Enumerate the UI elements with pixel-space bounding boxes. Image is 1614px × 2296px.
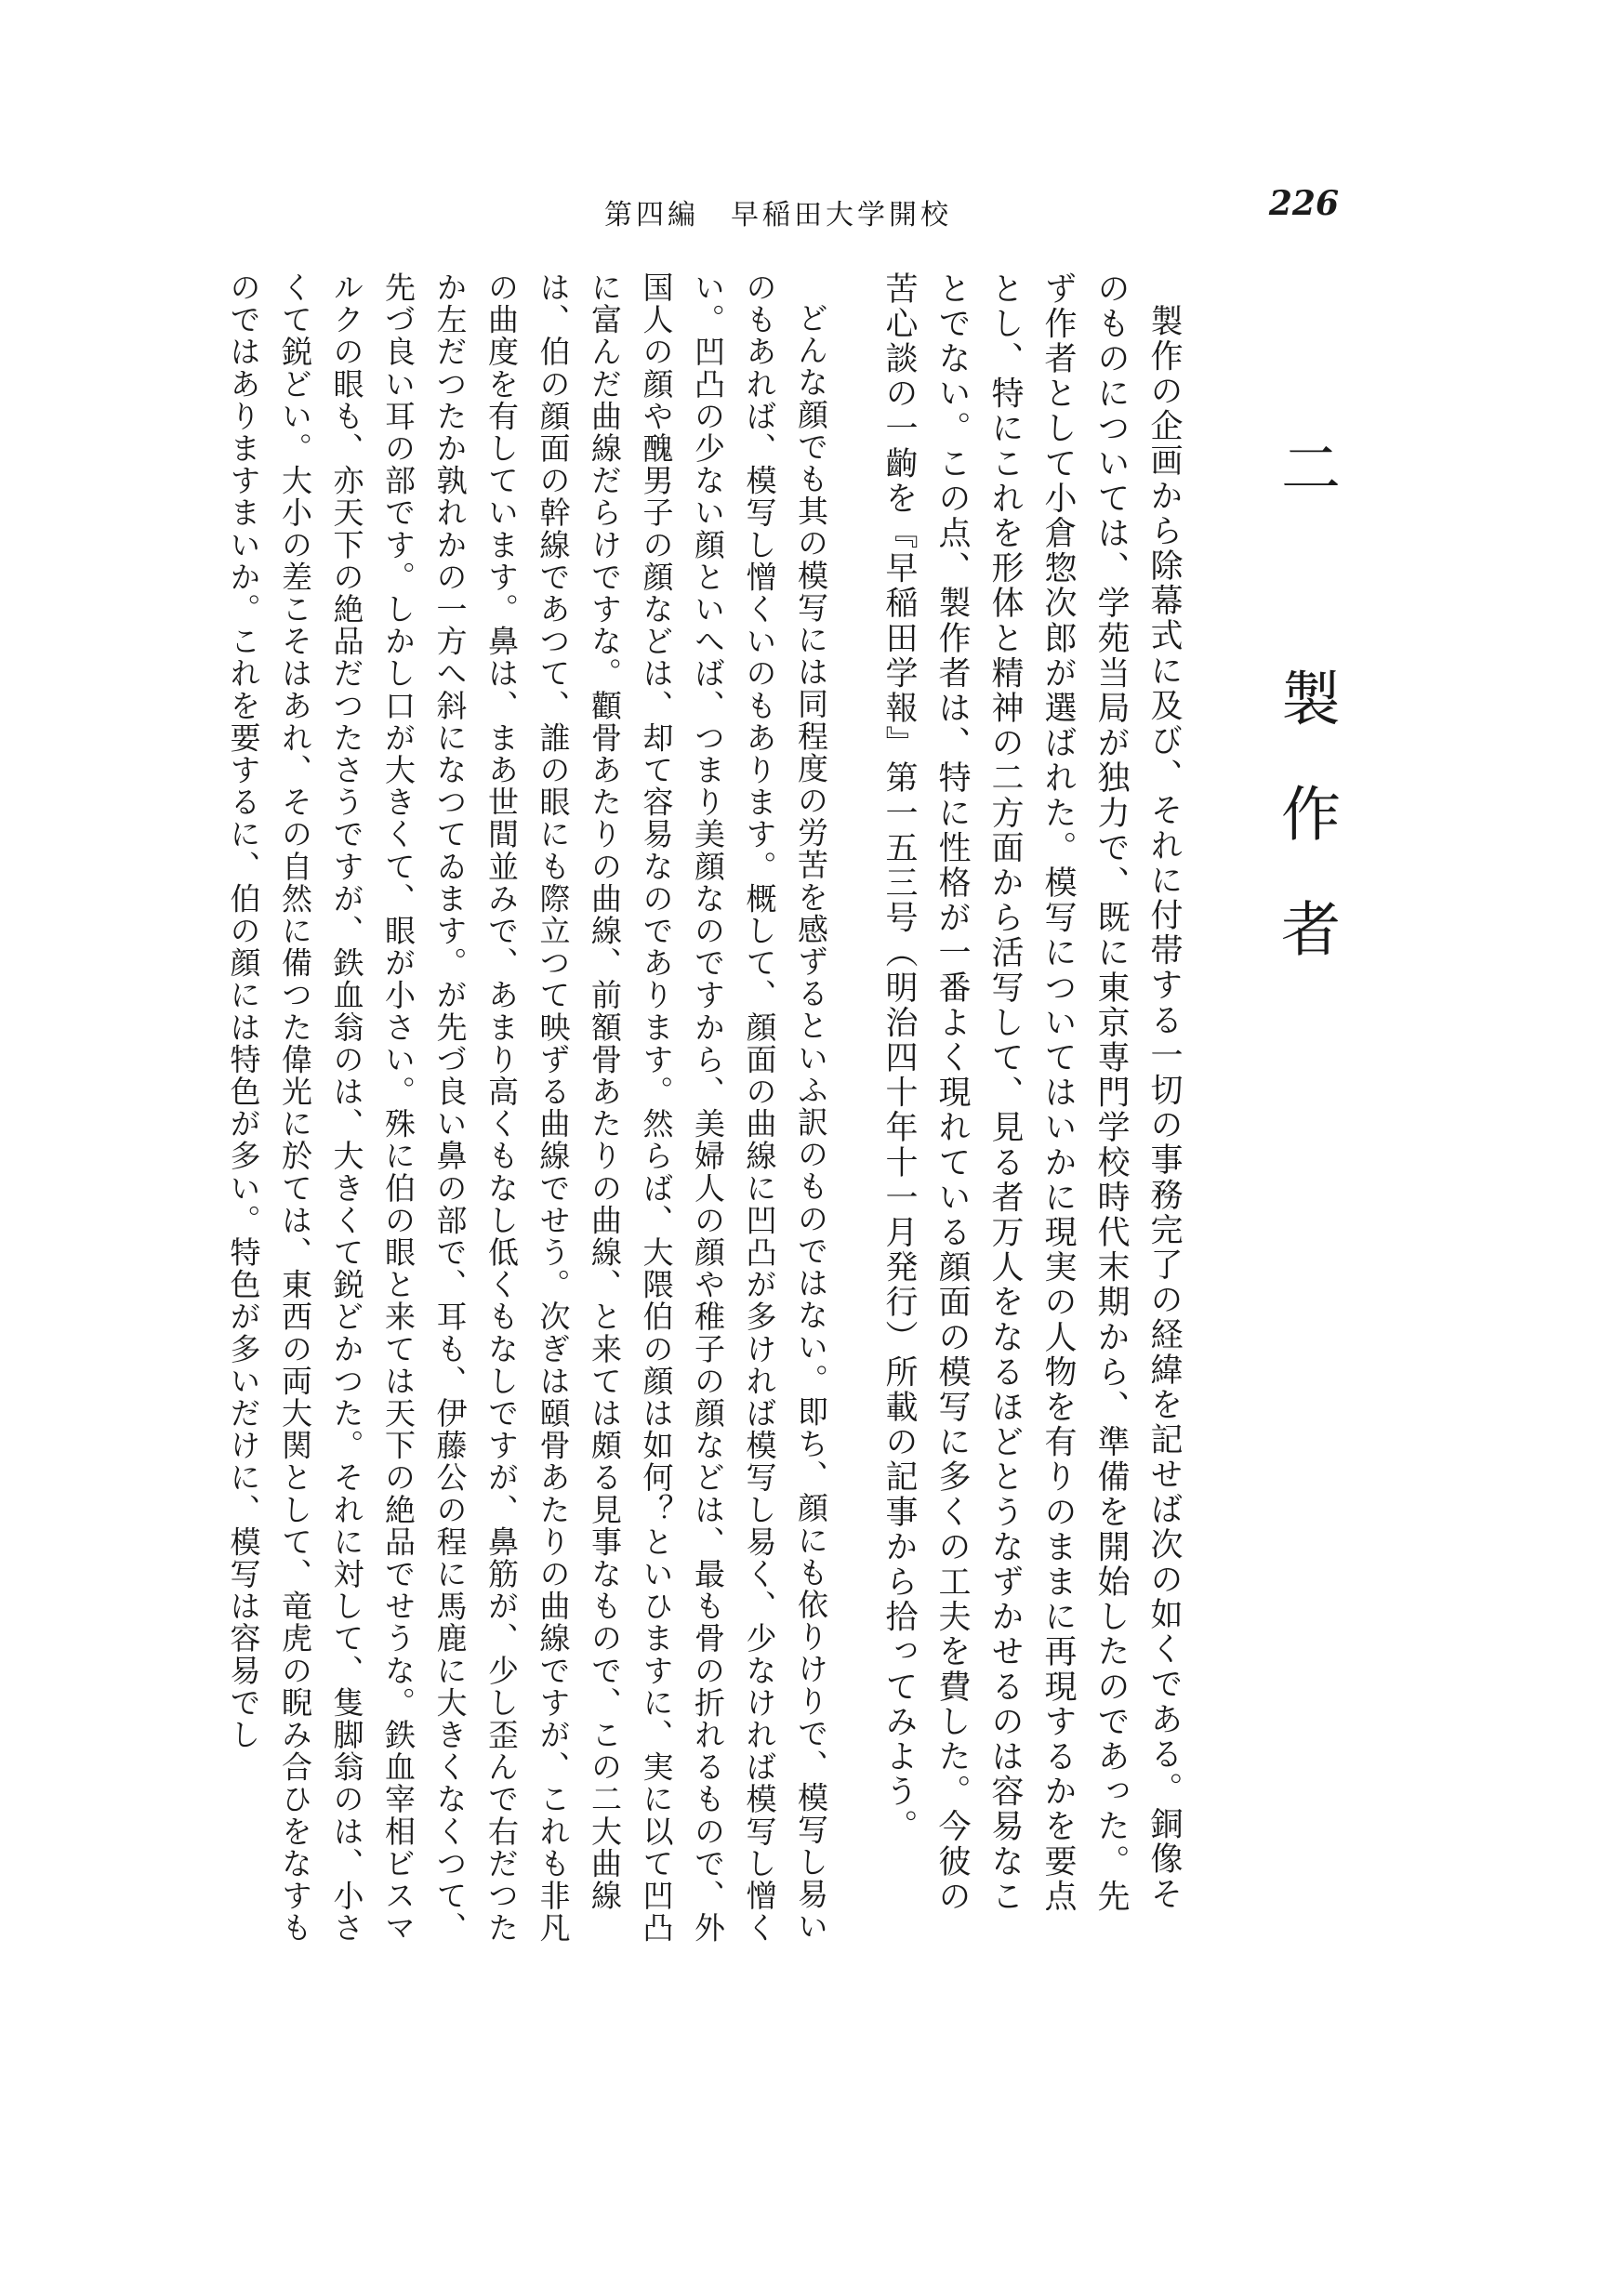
- running-head: 第四編 早稲田大学開校: [604, 199, 952, 231]
- main-text: [149, 271, 1190, 1945]
- page-number: 226: [1268, 184, 1339, 223]
- section-title: 二 製作者: [1271, 437, 1340, 1013]
- quoted-passage: どんな顔でも其の模写には同程度の労苦を感ずるといふ訳のものではない。即ち、顔にも依りけりで、模写し易いのもあれば、模写し憎くいのもあります。概して、顔面の曲線に凹凸が多ければ模写し易く、少なければ模写し憎くい。凹凸の少ない顔といへば、つまり美顔なのですから、美婦人の顔や稚子の顔などは、最も骨の折れるもので、外国人の顔や醜男子の顔などは、却て容易なのであります。然らば、大隈伯の顔は如何？といひますに、実に以て凹凸に富んだ曲線だらけですな。顴骨あたりの曲線、前額骨あたりの曲線、と来ては頗る見事なもので、この二大曲線は、伯の顔面の幹線であつて、誰の眼にも際立つて映ずる曲線でせう。次ぎは頤骨あたりの曲線ですが、これも非凡の曲度を有しています。鼻は、まあ世間並みで、あまり高くもなし低くもなしですが、鼻筋が、少し歪んで右だつたか左だつたか孰れかの一方へ斜になつてゐます。が先づ良い鼻の部で、耳も、伊藤公の程に馬鹿に大きくなくつて、先づ良い耳の部です。しかし口が大きくて、眼が小さい。殊に伯の眼と来ては天下の絶品でせうな。鉄血宰相ビスマルクの眼も、亦天下の絶品だつたさうですが、鉄血翁のは、大きくて鋭どかつた。それに対して、隻脚翁のは、小さくて鋭どい。大小の差こそはあれ、その自然に備つた偉光に於ては、東西の両大関として、竜虎の睨み合ひをなすものではありますまいか。これを要するに、伯の顔には特色が多い。特色が多いだけに、模写は容易でし: [225, 271, 829, 1945]
- body-paragraph: 製作の企画から除幕式に及び、それに付帯する一切の事務完了の経緯を記せば次の如くである。銅像そのものについては、学苑当局が独力で、既に東京専門学校時代末期から、準備を開始したのであった。先ず作者として小倉惣次郎が選ばれた。模写についてはいかに現実の人物を有りのままに再現するかを要点とし、特にこれを形体と精神の二方面から活写して、見る者万人をなるほどとうなずかせるのは容易なことでない。この点、製作者は、特に性格が一番よく現れている顔面の模写に多くの工夫を費した。今彼の苦心談の一齣を『早稲田学報』第一五三号（明治四十年十一月発行）所載の記事から拾ってみよう。: [880, 271, 1183, 1915]
